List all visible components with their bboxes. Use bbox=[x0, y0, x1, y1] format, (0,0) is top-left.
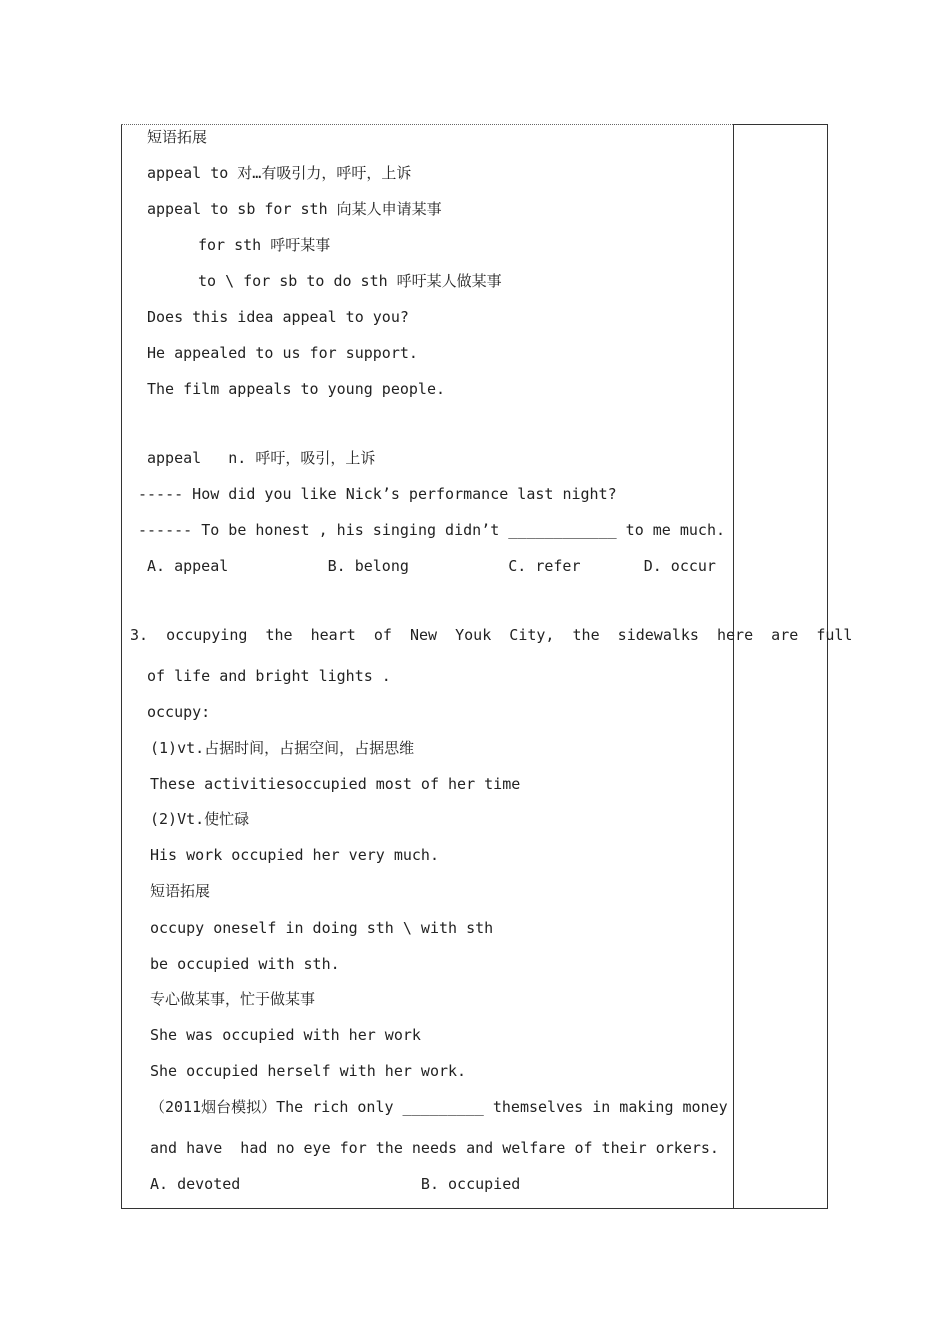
exercise-options: A. devoted B. occupied bbox=[150, 1175, 521, 1193]
noun-definition-appeal: appeal n. 呼吁，吸引，上诉 bbox=[147, 449, 376, 467]
example-sentence: She occupied herself with her work. bbox=[150, 1062, 467, 1080]
dialogue-answer-blank: ------ To be honest , his singing didn’t ____________ to me much. bbox=[138, 521, 725, 539]
phrase-to-for-sb-to-do-sth: to \ for sb to do sth 呼吁某人做某事 bbox=[198, 272, 502, 290]
section-heading-phrase-extension: 短语拓展 bbox=[147, 128, 208, 146]
exercise-question: （2011烟台模拟）The rich only _________ themselves in making money bbox=[150, 1098, 728, 1116]
definition-1: (1)vt.占据时间，占据空间，占据思维 bbox=[150, 739, 415, 757]
word-occupy: occupy: bbox=[147, 703, 211, 721]
table-top-border-right bbox=[733, 124, 828, 125]
example-sentence: Does this idea appeal to you? bbox=[147, 308, 409, 326]
phrase-for-sth: for sth 呼吁某事 bbox=[198, 236, 331, 254]
phrase-meaning: 专心做某事，忙于做某事 bbox=[150, 990, 316, 1008]
example-sentence: These activitiesoccupied most of her time bbox=[150, 775, 521, 793]
example-sentence: The film appeals to young people. bbox=[147, 380, 446, 398]
item-3-sentence: 3. occupying the heart of New Youk City, the sidewalks here are full bbox=[130, 626, 853, 644]
dialogue-question: ----- How did you like Nick’s performance last night? bbox=[138, 485, 617, 503]
example-sentence: His work occupied her very much. bbox=[150, 846, 439, 864]
column-divider bbox=[733, 124, 734, 1209]
table-top-border bbox=[121, 124, 733, 125]
phrase-occupy-oneself: occupy oneself in doing sth \ with sth bbox=[150, 919, 494, 937]
example-sentence: He appealed to us for support. bbox=[147, 344, 418, 362]
exercise-question-continued: and have had no eye for the needs and welfare of their orkers. bbox=[150, 1139, 719, 1157]
section-heading-phrase-extension: 短语拓展 bbox=[150, 882, 211, 900]
answer-options: A. appeal B. belong C. refer D. occur bbox=[147, 557, 716, 575]
example-sentence: She was occupied with her work bbox=[150, 1026, 421, 1044]
item-3-sentence-continued: of life and bright lights . bbox=[147, 667, 391, 685]
phrase-appeal-to: appeal to 对…有吸引力，呼吁，上诉 bbox=[147, 164, 412, 182]
definition-2: (2)Vt.使忙碌 bbox=[150, 810, 250, 828]
phrase-appeal-to-sb-for-sth: appeal to sb for sth 向某人申请某事 bbox=[147, 200, 442, 218]
phrase-be-occupied-with: be occupied with sth. bbox=[150, 955, 340, 973]
